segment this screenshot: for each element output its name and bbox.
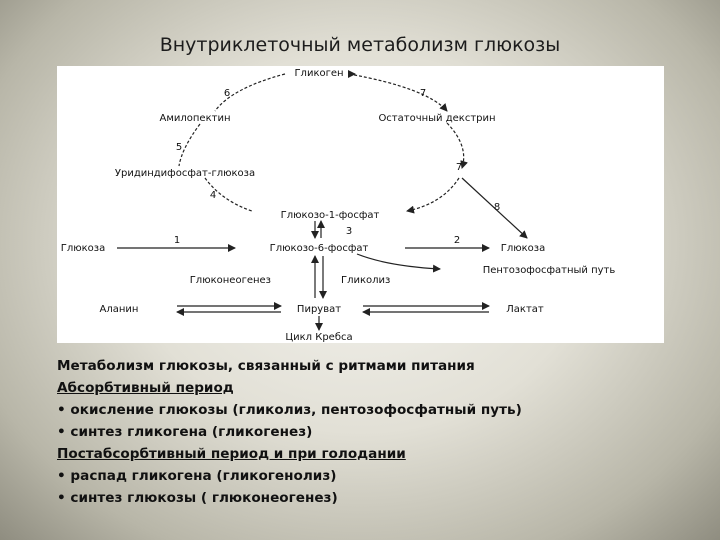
node-pyruvate: Пируват	[296, 304, 342, 315]
step-label-3: 3	[345, 226, 353, 237]
absorptive-item-2: • синтез гликогена (гликогенез)	[57, 421, 677, 443]
postabsorptive-period-title: Постабсорбтивный период и при голодании	[57, 446, 406, 462]
postabsorptive-item-1: • распад гликогена (гликогенолиз)	[57, 465, 677, 487]
node-glucose-right: Глюкоза	[500, 243, 546, 254]
step-label-4: 4	[209, 190, 217, 201]
postabsorptive-item-2: • синтез глюкозы ( глюконеогенез)	[57, 487, 677, 509]
absorptive-period-title: Абсорбтивный период	[57, 380, 234, 396]
step-label-8: 8	[493, 202, 501, 213]
node-pentose-phosphate: Пентозофосфатный путь	[482, 265, 616, 276]
node-krebs-cycle: Цикл Кребса	[285, 332, 353, 343]
notes-block	[57, 355, 677, 509]
step-label-1: 1	[173, 235, 181, 246]
step-label-2: 2	[453, 235, 461, 246]
arrow-to-ppp	[357, 254, 440, 269]
node-residual-dextrin: Остаточный декстрин	[378, 113, 496, 124]
node-glucose-left: Глюкоза	[60, 243, 106, 254]
node-alanine: Аланин	[99, 304, 139, 315]
step-label-7-top: 7	[419, 88, 427, 99]
metabolism-diagram	[57, 66, 664, 343]
node-g6p: Глюкозо-6-фосфат	[269, 243, 369, 254]
pathway-svg	[57, 66, 664, 343]
node-glycogen: Гликоген	[294, 68, 344, 79]
arc-glycogen-to-dextrin	[349, 74, 447, 111]
node-udp-glucose: Уридиндифосфат-глюкоза	[114, 168, 256, 179]
step-label-5: 5	[175, 142, 183, 153]
absorptive-item-1: • окисление глюкозы (гликолиз, пентозофосфатный путь)	[57, 399, 677, 421]
node-g1p: Глюкозо-1-фосфат	[280, 210, 380, 221]
step-label-7-bottom: 7	[455, 162, 463, 173]
arc-dextrin-to-g1p	[407, 178, 459, 211]
node-amylopectin: Амилопектин	[159, 113, 231, 124]
label-glycolysis: Гликолиз	[341, 275, 391, 286]
slide-title: Внутриклеточный метаболизм глюкозы	[159, 34, 561, 56]
step-label-6: 6	[223, 88, 231, 99]
notes-heading: Метаболизм глюкозы, связанный с ритмами питания	[57, 358, 475, 374]
label-gluconeogenesis: Глюконеогенез	[189, 275, 271, 286]
node-lactate: Лактат	[506, 304, 544, 315]
